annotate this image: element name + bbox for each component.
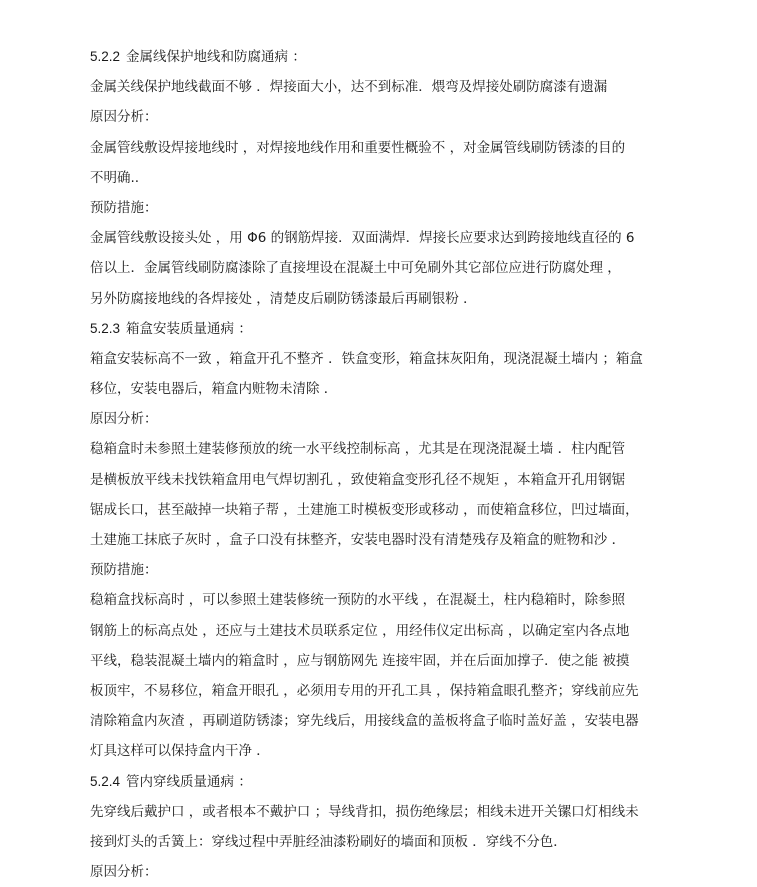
paragraph-line: 是横板放平线未找铁箱盒用电气焊切割孔 ，致使箱盒变形孔径不规矩 ，本箱盒开孔用钢锯 <box>90 471 626 488</box>
paragraph-line: 不明确.. <box>90 169 140 186</box>
section-heading <box>90 314 690 344</box>
section-number: 5.2.4 <box>90 773 121 789</box>
paragraph-line: 稳箱盒时未参照土建装修预放的统一水平线控制标高 ，尤其是在现浇混凝土墙 ．柱内配管 <box>90 441 626 458</box>
paragraph-line: 灯具这样可以保持盒内干净 ． <box>90 743 270 760</box>
paragraph-line: 平线，稳装混凝土墙内的箱盒时 ，应与钢筋网先 连接牢固，并在后面加撑子．使之能 被摸 <box>90 652 630 669</box>
section-title: 管内穿线质量通病 ： <box>126 773 252 790</box>
paragraph-line: 锯成长口，甚至敲掉一块箱子帮 ，土建施工时模板变形或移动 ，而使箱盒移位，凹过墙面， <box>90 501 639 518</box>
paragraph-line: 金属关线保护地线截面不够 ．焊接面大小，达不到标准．煨弯及焊接处刷防腐漆有遗漏 <box>90 79 608 96</box>
paragraph-line: 先穿线后戴护口 ，或者根本不戴护口 ；导线背扣，损伤绝缘层；相线未进开关镙口灯相线未 <box>90 803 639 820</box>
section-heading <box>90 767 690 797</box>
paragraph-line: 移位，安装电器后，箱盒内赃物未清除 ． <box>90 381 338 398</box>
section-title: 金属线保护地线和防腐通病 ： <box>126 49 306 65</box>
paragraph-line: 原因分析： <box>90 864 158 881</box>
section-number: 5.2.3 <box>90 320 121 336</box>
paragraph-line: 金属管线敷设焊接地线时 ，对焊接地线作用和重要性概验不 ，对金属管线刷防锈漆的目的 <box>90 139 626 156</box>
document-body <box>90 42 690 887</box>
paragraph-line: 土建施工抹底子灰时 ，盒子口没有抹整齐，安装电器时没有清楚残存及箱盒的赃物和沙 ． <box>90 532 626 548</box>
section-heading <box>90 42 690 72</box>
section-title: 箱盒安装质量通病 ： <box>126 320 252 337</box>
paragraph-line: 板顶牢，不易移位，箱盒开眼孔 ，必须用专用的开孔工具 ，保持箱盒眼孔整齐；穿线前应先 <box>90 682 639 699</box>
paragraph-line: 清除箱盒内灰渣 ，再刷道防锈漆；穿先线后，用接线盒的盖板将盒子临时盖好盖 ，安装电器 <box>90 713 639 730</box>
paragraph-line: 钢筋上的标高点处 ，还应与土建技术员联系定位 ，用经伟仪定出标高 ，以确定室内各点地 <box>90 622 630 639</box>
section-number: 5.2.2 <box>90 49 121 64</box>
paragraph-line: 箱盒安装标高不一致 ，箱盒开孔不整齐 ．铁盒变形，箱盒抹灰阳角，现浇混凝土墙内 ；箱盒 <box>90 350 643 367</box>
paragraph-line: 另外防腐接地线的各焊接处 ，清楚皮后刷防锈漆最后再刷银粉 ． <box>90 290 477 307</box>
paragraph-line: 金属管线敷设接头处 ，用 Φ6 的钢筋焊接．双面满焊．焊接长应要求达到跨接地线直径的 6 <box>90 230 635 247</box>
paragraph-line: 原因分析： <box>90 109 158 126</box>
paragraph-line: 稳箱盒找标高时 ，可以参照土建装修统一预防的水平线 ，在混凝土，柱内稳箱时，除参照 <box>90 592 626 609</box>
paragraph-line: 接到灯头的舌簧上：穿线过程中弄脏经油漆粉刷好的墙面和顶板 ．穿线不分色． <box>90 833 567 850</box>
paragraph-line: 预防措施： <box>90 562 158 579</box>
paragraph-line: 预防措施： <box>90 199 158 216</box>
paragraph-line: 原因分析： <box>90 411 158 428</box>
paragraph-line: 倍以上．金属管线刷防腐漆除了直接埋设在混凝土中可免刷外其它部位应进行防腐处理 ， <box>90 260 621 277</box>
